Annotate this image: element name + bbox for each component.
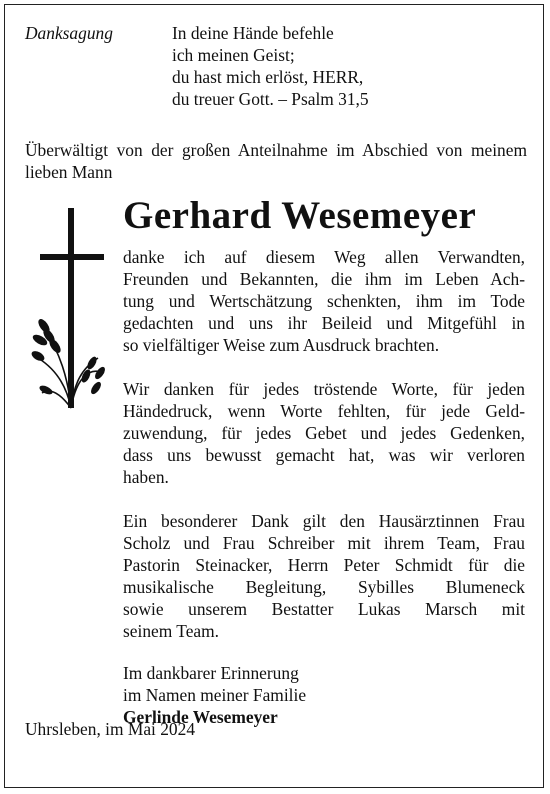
psalm-line: In deine Hände befehle: [172, 23, 334, 43]
text-line: Ein besonderer Dank gilt den Hausärztinnen Frau: [123, 511, 525, 531]
psalm-quote: [172, 22, 369, 110]
text-line: Wir danken für jedes tröstende Worte, für jeden: [123, 379, 525, 399]
signature-line: im Namen meiner Familie: [123, 685, 307, 705]
place-date: Uhrsleben, im Mai 2024: [25, 719, 196, 739]
deceased-name: Gerhard Wesemeyer: [123, 194, 477, 237]
text-line: dass uns bewusst gemacht hat, was wir verloren: [123, 445, 525, 465]
psalm-line: ich meinen Geist;: [172, 45, 295, 65]
text-line: sowie unserem Bestatter Lukas Marsch mit: [123, 599, 525, 619]
text-line: Freunden und Bekannten, die ihm im Leben Ach-: [123, 269, 525, 289]
text-line: Pastorin Steinacker, Herrn Peter Schmidt für die: [123, 555, 525, 575]
heading-label: Danksagung: [25, 23, 113, 43]
text-line: danke ich auf diesem Weg allen Verwandten,: [123, 247, 525, 267]
text-line: Händedruck, wenn Worte fehlten, für jede Geld-: [123, 401, 525, 421]
signature-line: Im dankbarer Erinnerung: [123, 663, 299, 683]
psalm-line: du treuer Gott. – Psalm 31,5: [172, 89, 369, 109]
cross-with-grain-icon: [30, 208, 110, 413]
text-line: musikalische Begleitung, Sybilles Blumeneck: [123, 577, 525, 597]
paragraph-thanks: [123, 246, 525, 356]
paragraph-gratitude: [123, 378, 525, 488]
text-line: haben.: [123, 467, 169, 487]
text-line: Scholz und Frau Schreiber mit ihrem Team, Frau: [123, 533, 525, 553]
psalm-line: du hast mich erlöst, HERR,: [172, 67, 364, 87]
text-line: zuwendung, für jedes Gebet und jedes Gedenken,: [123, 423, 525, 443]
text-line: seinem Team.: [123, 621, 220, 641]
text-line: gedachten und uns ihr Beileid und Mitgefühl in: [123, 313, 525, 333]
text-line: so vielfältiger Weise zum Ausdruck brachten.: [123, 335, 440, 355]
intro-text: Überwältigt von der großen Anteilnahme im Abschied von meinem lieben Mann: [25, 140, 527, 182]
paragraph-special-thanks: [123, 510, 525, 642]
text-line: tung und Wertschätzung schenkten, ihm im Tode: [123, 291, 525, 311]
signature-name: Gerlinde Wesemeyer: [123, 707, 278, 727]
